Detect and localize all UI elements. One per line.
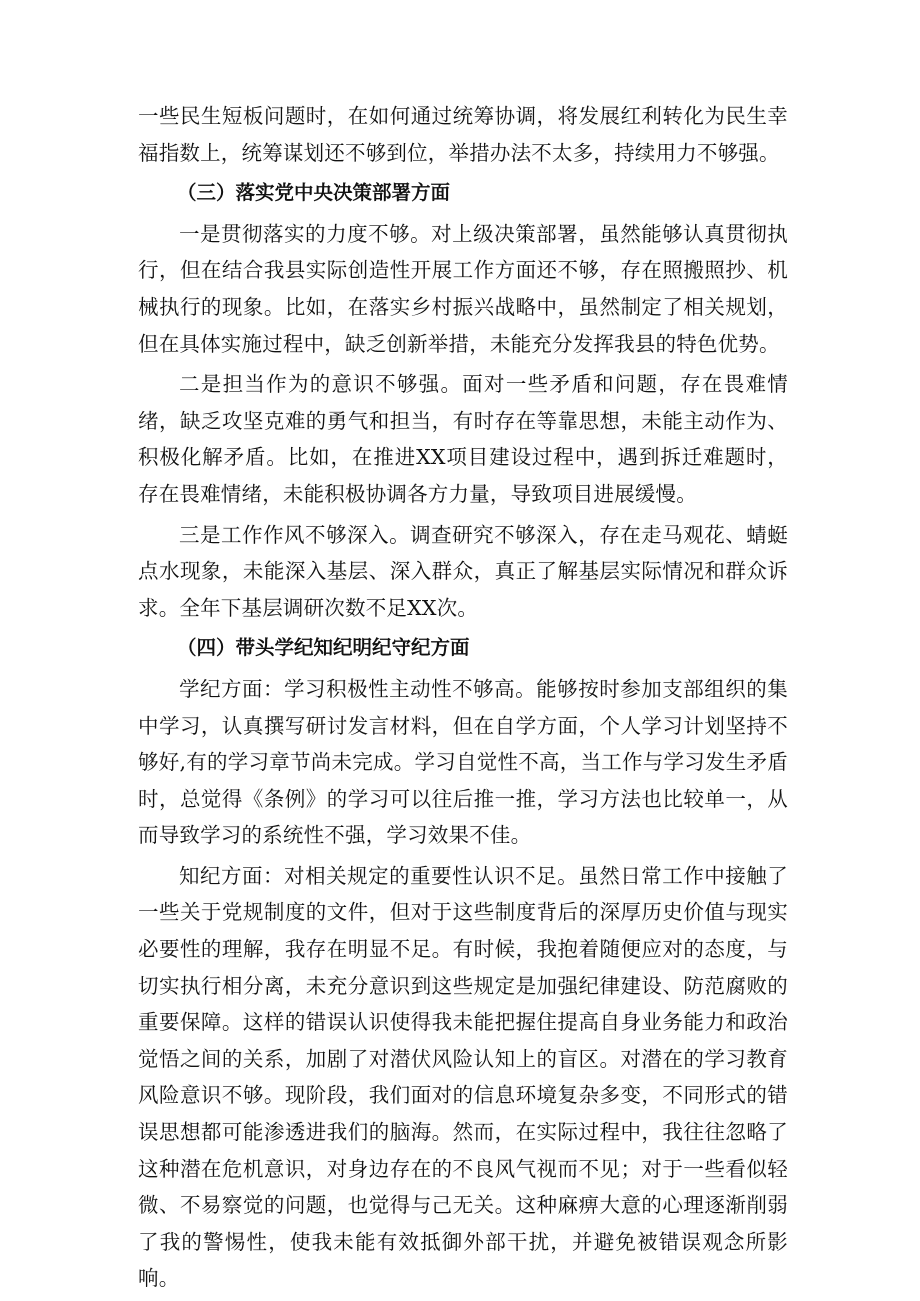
- paragraph-implementation: 一是贯彻落实的力度不够。对上级决策部署，虽然能够认真贯彻执行，但在结合我县实际创造性开展工作方面还不够，存在照搬照抄、机械执行的现象。比如，在落实乡村振兴战略中，虽然制定了相关规划，但在具体实施过程中，缺乏创新举措，未能充分发挥我县的特色优势。: [138, 221, 788, 356]
- paragraph-work-style: 三是工作作风不够深入。调查研究不够深入，存在走马观花、蜻蜓点水现象，未能深入基层、深入群众，真正了解基层实际情况和群众诉求。全年下基层调研次数不足XX次。: [138, 522, 788, 620]
- paragraph-continued: 一些民生短板问题时，在如何通过统筹协调，将发展红利转化为民生幸福指数上，统筹谋划还不够到位，举措办法不太多，持续用力不够强。: [138, 104, 788, 165]
- section-heading-4: （四）带头学纪知纪明纪守纪方面: [177, 636, 470, 660]
- paragraph-learning-discipline: 学纪方面：学习积极性主动性不够高。能够按时参加支部组织的集中学习，认真撰写研讨发言材料，但在自学方面，个人学习计划坚持不够好,有的学习章节尚未完成。学习自觉性不高，当工作与学习发生矛盾时，总觉得《条例》的学习可以往后推一推，学习方法也比较单一，从而导致学习的系统性不强，学习效果不佳。: [138, 676, 788, 848]
- paragraph-knowing-discipline: 知纪方面：对相关规定的重要性认识不足。虽然日常工作中接触了一些关于党规制度的文件，但对于这些制度背后的深厚历史价值与现实必要性的理解，我存在明显不足。有时候，我抱着随便应对的态度，与切实执行相分离，未充分意识到这些规定是加强纪律建设、防范腐败的重要保障。这样的错误认识使得我未能把握住提高自身业务能力和政治觉悟之间的关系，加剧了对潜伏风险认知上的盲区。对潜在的学习教育风险意识不够。现阶段，我们面对的信息环境复杂多变，不同形式的错误思想都可能渗透进我们的脑海。然而，在实际过程中，我往往忽略了这种潜在危机意识，对身边存在的不良风气视而不见；对于一些看似轻微、不易察觉的问题，也觉得与己无关。这种麻痹大意的心理逐渐削弱了我的警惕性，使我未能有效抵御外部干扰，并避免被错误观念所影响。: [138, 863, 788, 1291]
- paragraph-responsibility: 二是担当作为的意识不够强。面对一些矛盾和问题，存在畏难情绪，缺乏攻坚克难的勇气和担当，有时存在等靠思想，未能主动作为、积极化解矛盾。比如，在推进XX项目建设过程中，遇到拆迁难题时，存在畏难情绪，未能积极协调各方力量，导致项目进展缓慢。: [138, 372, 788, 506]
- document-page: [138, 98, 788, 1301]
- section-heading-3: （三）落实党中央决策部署方面: [177, 181, 451, 205]
